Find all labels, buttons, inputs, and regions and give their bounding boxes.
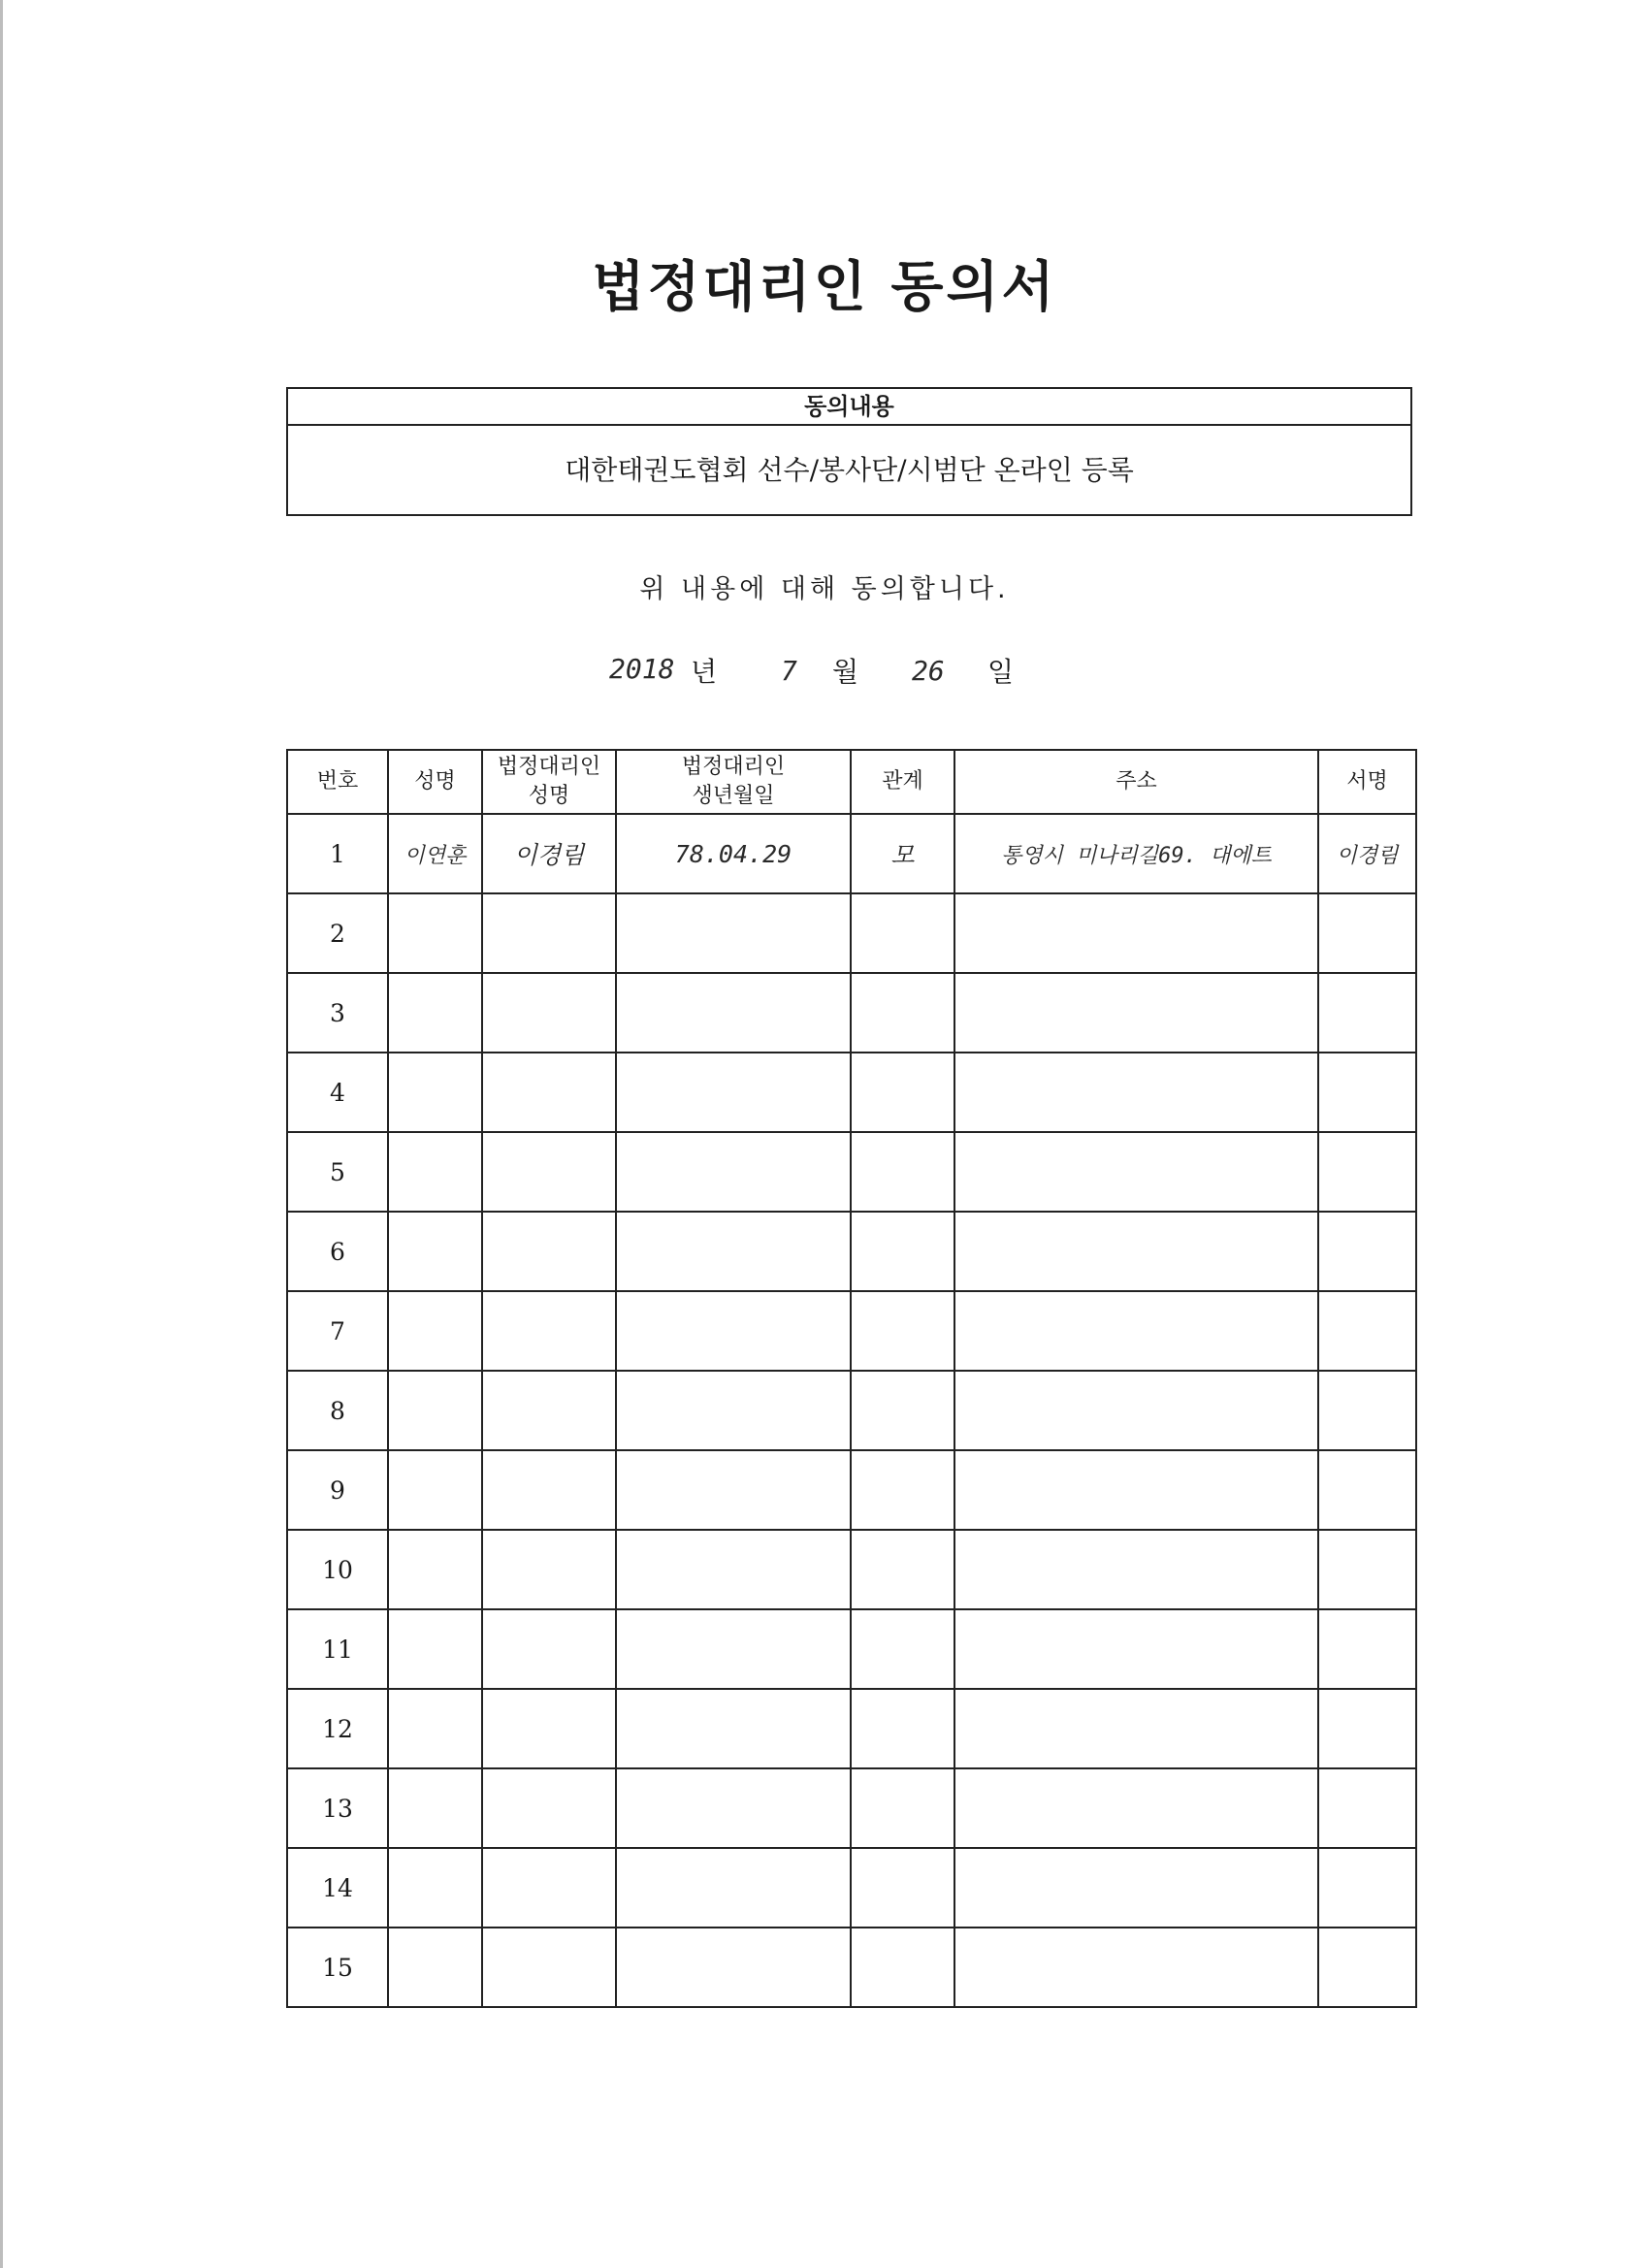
cell-signature [1318,973,1416,1053]
cell-guardian-name [482,1609,616,1689]
cell-no: 5 [287,1132,388,1212]
cell-relation [851,1450,954,1530]
cell-relation [851,1530,954,1609]
cell-name [388,1689,482,1768]
cell-name [388,1132,482,1212]
date-day-handwritten: 26 [912,655,945,687]
cell-guardian-name [482,1053,616,1132]
cell-address [954,1371,1318,1450]
date-month-handwritten: 7 [781,655,797,687]
page-edge [0,0,3,2268]
table-row [287,1530,1416,1609]
header-no: 번호 [287,750,388,814]
cell-name [388,1450,482,1530]
cell-guardian-name: 이경림 [482,814,616,893]
cell-no: 3 [287,973,388,1053]
cell-guardian-birth [616,1768,851,1848]
cell-guardian-name [482,1928,616,2007]
cell-guardian-name [482,1212,616,1291]
table-row [287,1768,1416,1848]
cell-address [954,973,1318,1053]
consent-box [286,387,1412,516]
cell-signature [1318,1848,1416,1928]
cell-guardian-birth [616,1689,851,1768]
cell-no: 15 [287,1928,388,2007]
table-row [287,1371,1416,1450]
cell-guardian-name [482,1132,616,1212]
cell-guardian-name [482,893,616,973]
cell-no: 14 [287,1848,388,1928]
cell-address [954,1689,1318,1768]
cell-name [388,1768,482,1848]
cell-no: 9 [287,1450,388,1530]
cell-guardian-birth [616,893,851,973]
header-signature: 서명 [1318,750,1416,814]
cell-guardian-birth [616,1291,851,1371]
table-row [287,1689,1416,1768]
cell-name [388,1291,482,1371]
cell-name [388,1928,482,2007]
cell-signature [1318,1450,1416,1530]
cell-address [954,1291,1318,1371]
header-address: 주소 [954,750,1318,814]
table-row [287,893,1416,973]
cell-guardian-birth [616,1132,851,1212]
cell-address [954,1212,1318,1291]
cell-relation [851,1053,954,1132]
cell-relation [851,1609,954,1689]
table-row [287,1132,1416,1212]
cell-name [388,1371,482,1450]
cell-guardian-birth [616,1450,851,1530]
cell-signature [1318,1291,1416,1371]
table-row [287,1212,1416,1291]
cell-no: 13 [287,1768,388,1848]
cell-address [954,1132,1318,1212]
cell-guardian-birth: 78.04.29 [616,814,851,893]
cell-guardian-birth [616,1848,851,1928]
cell-relation [851,1848,954,1928]
cell-name: 이연훈 [388,814,482,893]
cell-relation [851,1132,954,1212]
cell-name [388,1609,482,1689]
header-relation: 관계 [851,750,954,814]
header-guardian-birth-line1: 법정대리인 [681,755,786,779]
cell-guardian-name [482,1848,616,1928]
cell-name [388,893,482,973]
agreement-statement: 위 내용에 대해 동의합니다. [639,574,1010,604]
table-row [287,1928,1416,2007]
table-row [287,1291,1416,1371]
cell-guardian-name [482,1371,616,1450]
cell-signature [1318,1689,1416,1768]
document-title: 법정대리인 동의서 [592,256,1057,319]
table-row [287,973,1416,1053]
cell-address [954,1768,1318,1848]
cell-relation [851,1291,954,1371]
cell-signature [1318,1928,1416,2007]
cell-address [954,1053,1318,1132]
cell-guardian-birth [616,1212,851,1291]
header-guardian-name-line1: 법정대리인 [497,755,601,779]
cell-guardian-name [482,1450,616,1530]
table-row [287,1848,1416,1928]
consent-content: 대한태권도협회 선수/봉사단/시범단 온라인 등록 [565,454,1134,486]
cell-signature [1318,1609,1416,1689]
cell-no: 1 [287,814,388,893]
cell-relation [851,1689,954,1768]
table-header-row [287,750,1416,814]
cell-signature [1318,893,1416,973]
cell-signature [1318,1053,1416,1132]
date-year-handwritten: 2018 [609,653,675,685]
cell-guardian-birth [616,1609,851,1689]
table-row [287,1609,1416,1689]
cell-name [388,973,482,1053]
cell-guardian-name [482,1768,616,1848]
cell-guardian-name [482,973,616,1053]
cell-name [388,1848,482,1928]
cell-signature [1318,1212,1416,1291]
cell-relation [851,973,954,1053]
cell-address [954,1609,1318,1689]
table-row [287,1450,1416,1530]
date-day-unit: 일 [987,656,1015,688]
cell-guardian-name [482,1291,616,1371]
cell-no: 10 [287,1530,388,1609]
cell-relation [851,1928,954,2007]
cell-guardian-birth [616,1371,851,1450]
cell-address [954,1928,1318,2007]
cell-no: 6 [287,1212,388,1291]
date-month-unit: 월 [832,656,859,688]
cell-no: 11 [287,1609,388,1689]
cell-relation [851,1768,954,1848]
cell-no: 7 [287,1291,388,1371]
cell-relation [851,893,954,973]
cell-signature: 이경림 [1318,814,1416,893]
header-guardian-birth [616,750,851,814]
cell-address [954,893,1318,973]
cell-no: 2 [287,893,388,973]
consent-header: 동의내용 [288,389,1410,426]
header-guardian-birth-line2: 생년월일 [692,784,775,808]
cell-name [388,1053,482,1132]
cell-no: 4 [287,1053,388,1132]
cell-signature [1318,1371,1416,1450]
cell-signature [1318,1132,1416,1212]
cell-no: 8 [287,1371,388,1450]
cell-address [954,1450,1318,1530]
cell-no: 12 [287,1689,388,1768]
cell-name [388,1212,482,1291]
table-row [287,814,1416,893]
date-line [601,645,1048,694]
cell-address [954,1530,1318,1609]
cell-signature [1318,1768,1416,1848]
cell-relation: 모 [851,814,954,893]
cell-guardian-birth [616,1928,851,2007]
cell-signature [1318,1530,1416,1609]
date-year-unit: 년 [691,656,718,688]
table-row [287,1053,1416,1132]
cell-guardian-birth [616,1053,851,1132]
cell-address: 통영시 미나리길69. 대에트 [954,814,1318,893]
cell-address [954,1848,1318,1928]
cell-relation [851,1371,954,1450]
cell-guardian-birth [616,973,851,1053]
cell-guardian-birth [616,1530,851,1609]
header-guardian-name [482,750,616,814]
cell-guardian-name [482,1530,616,1609]
header-guardian-name-line2: 성명 [528,784,570,808]
guardian-registration-table [286,749,1417,2008]
cell-guardian-name [482,1689,616,1768]
header-name: 성명 [388,750,482,814]
cell-relation [851,1212,954,1291]
cell-name [388,1530,482,1609]
